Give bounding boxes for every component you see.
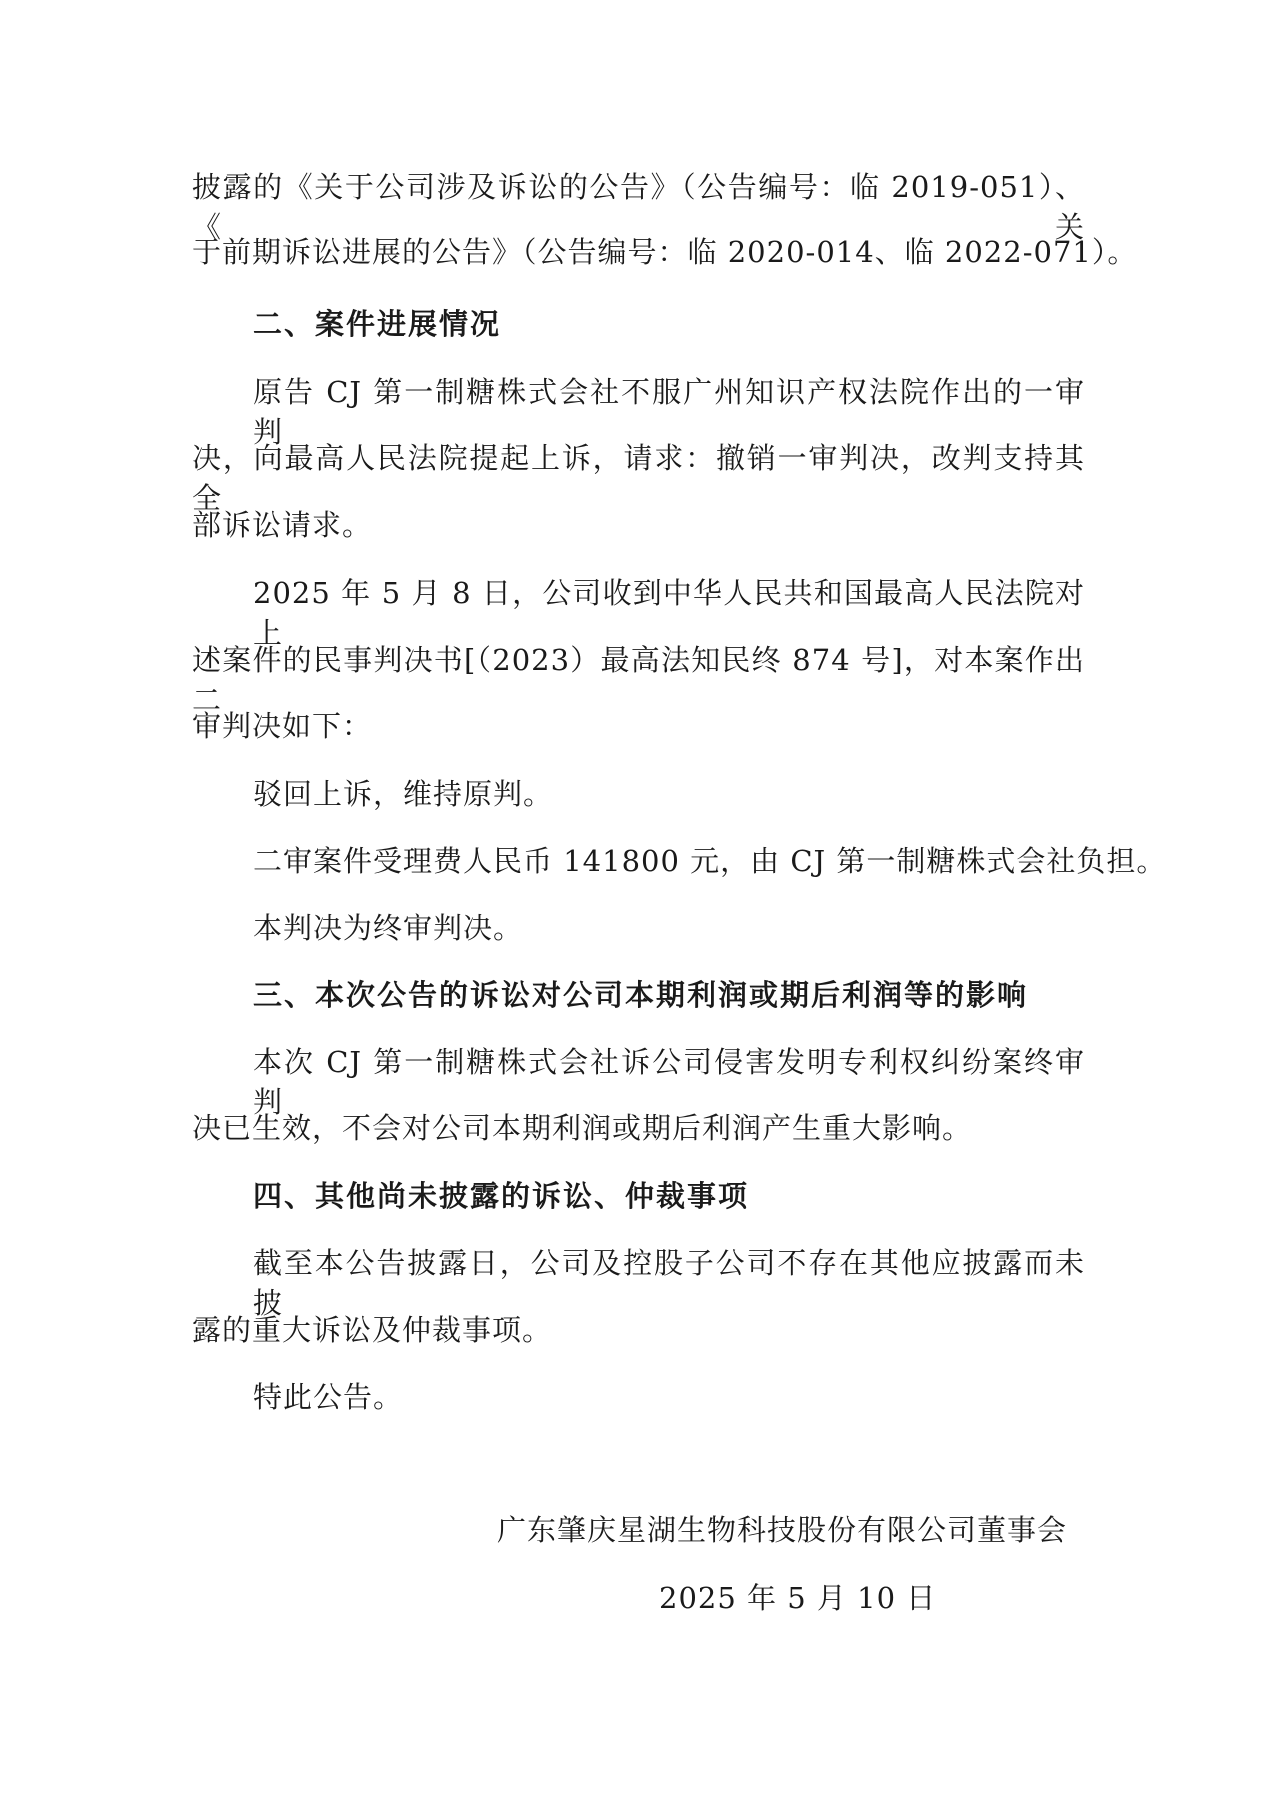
paragraph-judgment-received-line-3: 审判决如下： — [192, 709, 373, 743]
signature-board-of-directors: 广东肇庆星湖生物科技股份有限公司董事会 — [497, 1513, 1068, 1547]
section-heading-other-litigation: 四、其他尚未披露的诉讼、仲裁事项 — [253, 1179, 750, 1213]
paragraph-previous-disclosure-line-1: 披露的《关于公司涉及诉讼的公告》（公告编号：临 2019-051）、《关 — [192, 170, 1085, 244]
section-heading-case-progress: 二、案件进展情况 — [253, 307, 502, 341]
paragraph-previous-disclosure-line-2: 于前期诉讼进展的公告》（公告编号：临 2020-014、临 2022-071）。 — [192, 235, 1138, 269]
section-heading-profit-impact: 三、本次公告的诉讼对公司本期利润或期后利润等的影响 — [253, 978, 1029, 1012]
paragraph-profit-impact-line-1: 本次 CJ 第一制糖株式会社诉公司侵害发明专利权纠纷案终审判 — [253, 1045, 1085, 1119]
paragraph-appeal-line-1: 原告 CJ 第一制糖株式会社不服广州知识产权法院作出的一审判 — [253, 375, 1085, 449]
paragraph-case-fee: 二审案件受理费人民币 141800 元，由 CJ 第一制糖株式会社负担。 — [253, 844, 1167, 878]
paragraph-profit-impact-line-2: 决已生效，不会对公司本期利润或期后利润产生重大影响。 — [192, 1111, 973, 1145]
paragraph-appeal-line-3: 部诉讼请求。 — [192, 508, 373, 542]
closing-statement: 特此公告。 — [253, 1380, 404, 1414]
paragraph-other-litigation-line-2: 露的重大诉讼及仲裁事项。 — [192, 1313, 553, 1347]
paragraph-other-litigation-line-1: 截至本公告披露日，公司及控股子公司不存在其他应披露而未披 — [253, 1246, 1085, 1320]
paragraph-judgment-received-line-1: 2025 年 5 月 8 日，公司收到中华人民共和国最高人民法院对上 — [253, 576, 1085, 650]
paragraph-final-judgment: 本判决为终审判决。 — [253, 911, 524, 945]
paragraph-appeal-dismissed: 驳回上诉，维持原判。 — [253, 777, 554, 811]
paragraph-appeal-line-2: 决，向最高人民法院提起上诉，请求：撤销一审判决，改判支持其全 — [192, 441, 1085, 515]
paragraph-judgment-received-line-2: 述案件的民事判决书[（2023）最高法知民终 874 号]，对本案作出二 — [192, 643, 1085, 717]
signature-date: 2025 年 5 月 10 日 — [659, 1581, 937, 1615]
